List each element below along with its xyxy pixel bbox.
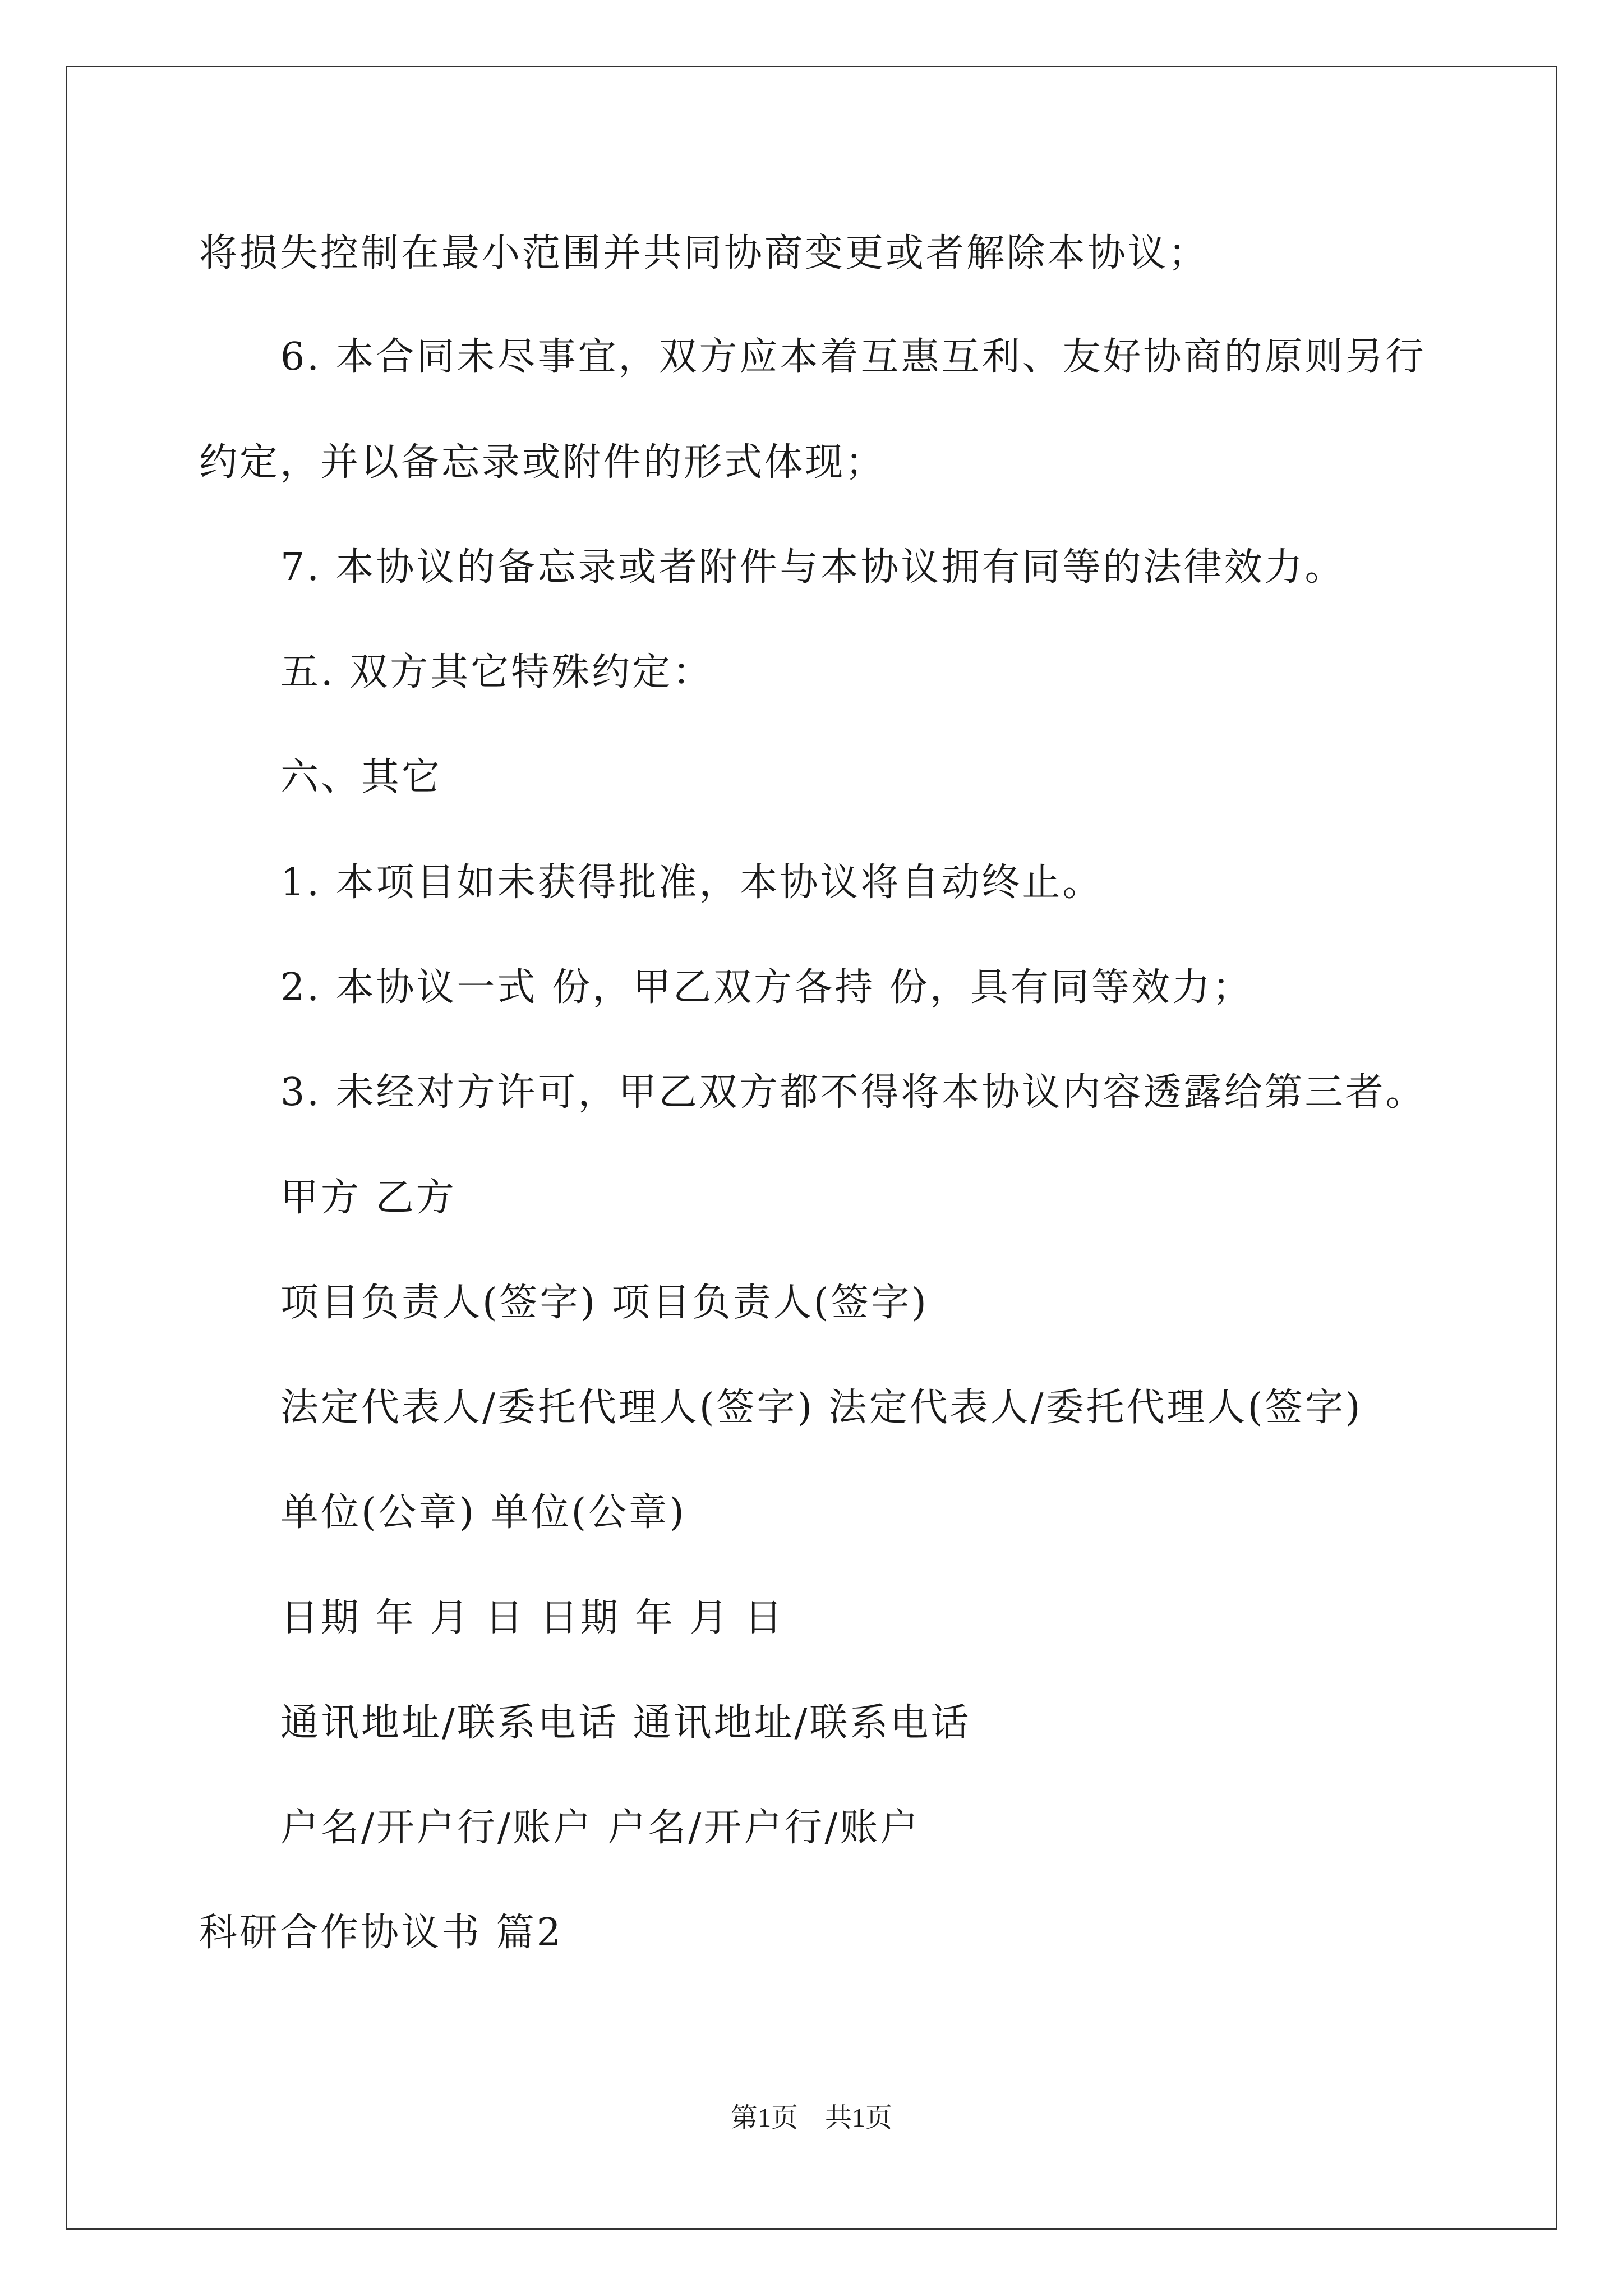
body-line-item-7: 7. 本协议的备忘录或者附件与本协议拥有同等的法律效力。 bbox=[280, 545, 1345, 590]
body-line-item-6: 6. 本合同未尽事宜，双方应本着互惠互利、友好协商的原则另行 bbox=[280, 335, 1426, 379]
page-border bbox=[66, 66, 1557, 2230]
body-line-other-2: 2. 本协议一式 份，甲乙双方各持 份，具有同等效力； bbox=[280, 965, 1253, 1010]
next-section-title: 科研合作协议书 篇2 bbox=[199, 1911, 563, 1955]
section-heading-6: 六、其它 bbox=[280, 755, 442, 799]
section-heading-5: 五. 双方其它特殊约定： bbox=[280, 650, 713, 694]
page-number-footer: 第1页 共1页 bbox=[730, 2103, 892, 2133]
signature-bank-account: 户名/开户行/账户 户名/开户行/账户 bbox=[280, 1806, 921, 1850]
signature-legal-rep: 法定代表人/委托代理人(签字) 法定代表人/委托代理人(签字) bbox=[280, 1386, 1363, 1430]
signature-contact: 通讯地址/联系电话 通讯地址/联系电话 bbox=[280, 1701, 971, 1745]
body-line-item-6-continuation: 约定，并以备忘录或附件的形式体现； bbox=[199, 440, 886, 485]
body-line-continuation: 将损失控制在最小范围并共同协商变更或者解除本协议； bbox=[199, 231, 1209, 275]
signature-project-lead: 项目负责人(签字) 项目负责人(签字) bbox=[280, 1281, 929, 1325]
body-line-other-3: 3. 未经对方许可，甲乙双方都不得将本协议内容透露给第三者。 bbox=[280, 1070, 1426, 1115]
signature-unit-seal: 单位(公章) 单位(公章) bbox=[280, 1490, 686, 1535]
body-line-other-1: 1. 本项目如未获得批准，本协议将自动终止。 bbox=[280, 861, 1103, 905]
signature-date: 日期 年 月 日 日期 年 月 日 bbox=[280, 1596, 785, 1640]
signature-parties: 甲方 乙方 bbox=[280, 1176, 457, 1220]
